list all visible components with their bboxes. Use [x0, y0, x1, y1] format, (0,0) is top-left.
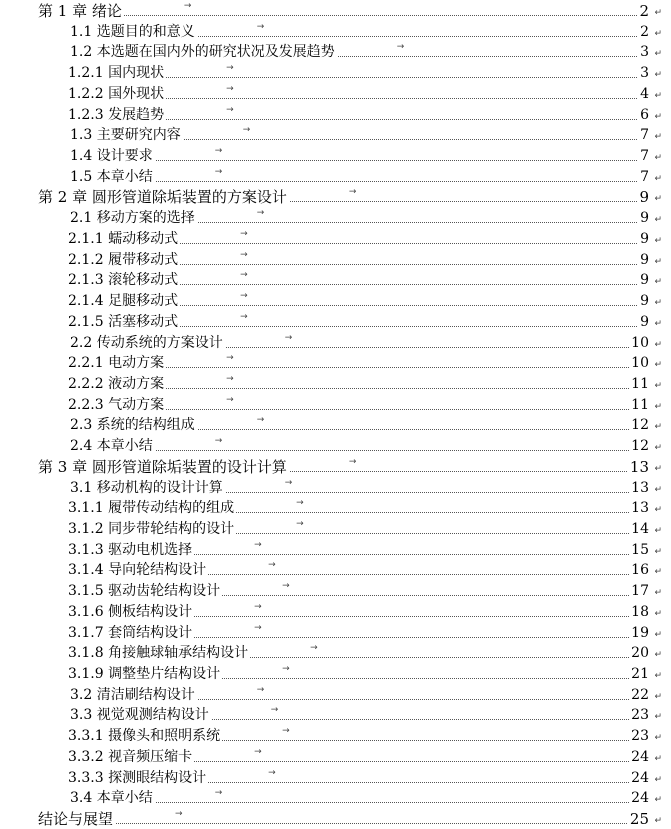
toc-entry[interactable]	[0, 788, 671, 808]
paragraph-mark-icon: ↵	[654, 111, 662, 122]
toc-entry-page: 15	[631, 541, 649, 558]
paragraph-mark-icon: ↵	[654, 650, 662, 661]
toc-entry[interactable]	[0, 519, 671, 539]
toc-entry[interactable]	[0, 747, 671, 767]
paragraph-mark-icon: ↵	[654, 691, 662, 702]
paragraph-mark-icon: ↵	[654, 733, 662, 744]
toc-entry-page: 12	[631, 417, 649, 434]
tab-mark-icon: →	[282, 726, 290, 737]
toc-entry-title: 1.2 本选题在国内外的研究状况及发展趋势	[70, 44, 335, 61]
paragraph-mark-icon: ↵	[654, 753, 662, 764]
paragraph-mark-icon: ↵	[654, 8, 662, 18]
tab-mark-icon: →	[348, 456, 357, 467]
paragraph-mark-icon: ↵	[654, 505, 662, 516]
toc-entry-page: 2	[639, 2, 649, 20]
tab-mark-icon: →	[214, 436, 223, 447]
tab-mark-icon: →	[240, 291, 248, 302]
toc-entry[interactable]	[0, 63, 671, 83]
paragraph-mark-icon: ↵	[654, 49, 662, 60]
toc-entry[interactable]	[0, 84, 671, 104]
toc-entry-page: 7	[640, 148, 649, 165]
tab-mark-icon: →	[214, 146, 223, 157]
tab-mark-icon: →	[296, 519, 304, 529]
toc-entry-title: 3.1 移动机构的设计计算	[70, 479, 223, 496]
toc-entry-page: 7	[640, 127, 649, 144]
toc-entry-title: 1.1 选题目的和意义	[70, 23, 195, 40]
toc-entry-title: 3.1.3 驱动电机选择	[68, 541, 193, 558]
paragraph-mark-icon: ↵	[654, 90, 662, 101]
tab-mark-icon: →	[226, 394, 234, 405]
toc-entry[interactable]	[0, 395, 671, 415]
paragraph-mark-icon: ↵	[654, 132, 662, 143]
toc-entry[interactable]	[0, 768, 671, 788]
tab-mark-icon: →	[240, 249, 248, 260]
toc-entry-page: 24	[631, 748, 649, 765]
toc-entry-page: 13	[631, 500, 649, 517]
toc-entry-title: 2.1.1 蠕动移动式	[68, 230, 179, 247]
tab-mark-icon: →	[226, 63, 234, 74]
tab-mark-icon: →	[282, 581, 290, 592]
toc-entry-title: 3.1.1 履带传动结构的组成	[68, 500, 235, 517]
toc-entry[interactable]	[0, 623, 671, 643]
toc-entry[interactable]	[0, 498, 671, 518]
tab-mark-icon: →	[214, 788, 223, 799]
tab-mark-icon: →	[270, 705, 279, 716]
toc-entry[interactable]	[0, 664, 671, 684]
toc-entry-title: 1.5 本章小结	[70, 168, 153, 185]
toc-entry-title: 3.1.6 侧板结构设计	[68, 603, 193, 620]
tab-mark-icon: →	[296, 498, 304, 509]
tab-mark-icon: →	[284, 477, 293, 488]
toc-entry[interactable]	[0, 22, 671, 42]
toc-entry-page: 10	[631, 355, 649, 372]
toc-entry-title: 1.2.1 国内现状	[68, 65, 165, 82]
toc-entry-title: 2.1.5 活塞移动式	[68, 313, 179, 330]
tab-mark-icon: →	[282, 664, 290, 675]
dot-leader	[70, 160, 641, 161]
paragraph-mark-icon: ↵	[654, 629, 662, 640]
toc-entry-page: 2	[640, 23, 649, 40]
toc-entry[interactable]	[0, 478, 671, 498]
tab-mark-icon: →	[175, 809, 183, 820]
toc-entry-title: 1.2.3 发展趋势	[68, 106, 165, 123]
toc-entry-page: 9	[640, 230, 649, 247]
toc-entry[interactable]	[0, 581, 671, 601]
tab-mark-icon: →	[268, 560, 276, 571]
paragraph-mark-icon: ↵	[654, 546, 662, 557]
toc-entry[interactable]	[0, 229, 671, 249]
paragraph-mark-icon: ↵	[654, 173, 662, 184]
paragraph-mark-icon: ↵	[654, 256, 662, 267]
paragraph-mark-icon: ↵	[654, 360, 662, 371]
toc-entry-title: 2.1 移动方案的选择	[70, 210, 195, 227]
toc-entry[interactable]	[0, 374, 671, 394]
paragraph-mark-icon: ↵	[654, 816, 662, 827]
toc-entry[interactable]	[0, 187, 671, 207]
toc-entry-page: 7	[640, 168, 649, 185]
paragraph-mark-icon: ↵	[654, 235, 662, 246]
toc-entry[interactable]	[0, 353, 671, 373]
toc-entry-page: 11	[631, 375, 649, 392]
toc-entry-title: 1.2.2 国外现状	[68, 85, 165, 102]
toc-entry-page: 24	[631, 769, 649, 786]
toc-entry[interactable]	[0, 809, 671, 829]
toc-entry-title: 3.2 清洁刷结构设计	[70, 686, 195, 703]
paragraph-mark-icon: ↵	[654, 774, 662, 785]
paragraph-mark-icon: ↵	[654, 567, 662, 578]
toc-entry[interactable]	[0, 167, 671, 187]
toc-entry-title: 3.1.8 角接触球轴承结构设计	[68, 645, 249, 662]
paragraph-mark-icon: ↵	[654, 526, 662, 536]
toc-entry-page: 9	[640, 313, 649, 330]
toc-entry-page: 18	[631, 603, 649, 620]
toc-entry-title: 3.3.3 探测眼结构设计	[68, 769, 207, 786]
toc-entry[interactable]	[0, 105, 671, 125]
toc-entry[interactable]	[0, 457, 671, 477]
tab-mark-icon: →	[256, 415, 265, 426]
tab-mark-icon: →	[256, 21, 265, 32]
toc-entry-page: 11	[631, 396, 649, 413]
toc-entry[interactable]	[0, 560, 671, 580]
toc-entry-page: 14	[631, 521, 649, 537]
toc-entry-page: 9	[639, 188, 649, 207]
tab-mark-icon: →	[254, 746, 262, 757]
toc-entry-title: 2.2.2 液动方案	[68, 375, 165, 392]
toc-entry-title: 2.2.1 电动方案	[68, 355, 165, 372]
paragraph-mark-icon: ↵	[654, 28, 662, 39]
toc-entry-title: 3.3.2 视音频压缩卡	[68, 748, 193, 765]
paragraph-mark-icon: ↵	[654, 671, 662, 682]
toc-entry-title: 3.1.2 同步带轮结构的设计	[68, 521, 235, 537]
paragraph-mark-icon: ↵	[654, 443, 662, 454]
toc-entry[interactable]	[0, 415, 671, 435]
paragraph-mark-icon: ↵	[654, 194, 662, 205]
toc-entry-title: 第 2 章 圆形管道除垢装置的方案设计	[38, 188, 287, 207]
toc-entry-page: 17	[631, 583, 649, 600]
paragraph-mark-icon: ↵	[654, 153, 662, 164]
toc-entry[interactable]	[0, 250, 671, 270]
paragraph-mark-icon: ↵	[654, 339, 662, 350]
toc-entry[interactable]	[0, 643, 671, 663]
toc-entry-page: 9	[640, 272, 649, 289]
toc-entry-title: 3.1.9 调整垫片结构设计	[68, 666, 221, 683]
toc-entry-page: 23	[631, 728, 649, 745]
tab-mark-icon: →	[240, 228, 248, 239]
toc-entry-page: 25	[629, 810, 649, 829]
toc-entry[interactable]	[0, 270, 671, 290]
toc-entry-page: 13	[631, 479, 649, 496]
tab-mark-icon: →	[240, 311, 248, 322]
toc-entry-title: 第 1 章 绪论	[38, 2, 122, 20]
toc-entry-title: 2.2.3 气动方案	[68, 396, 165, 413]
toc-entry[interactable]	[0, 42, 671, 62]
toc-entry-title: 2.3 系统的结构组成	[70, 417, 195, 434]
toc-entry-title: 第 3 章 圆形管道除垢装置的设计计算	[38, 457, 287, 476]
tab-mark-icon: →	[254, 539, 262, 550]
dot-leader	[70, 802, 641, 803]
paragraph-mark-icon: ↵	[654, 422, 662, 433]
paragraph-mark-icon: ↵	[654, 795, 662, 806]
toc-entry-page: 22	[631, 686, 649, 703]
toc-entry[interactable]	[0, 540, 671, 560]
paragraph-mark-icon: ↵	[654, 401, 662, 412]
dot-leader	[38, 823, 641, 824]
tab-mark-icon: →	[284, 332, 293, 343]
toc-entry-page: 13	[629, 457, 649, 476]
toc-entry-page: 16	[631, 562, 649, 579]
toc-entry-title: 2.1.4 足腿移动式	[68, 293, 179, 310]
paragraph-mark-icon: ↵	[654, 277, 662, 288]
toc-entry-title: 3.1.4 导向轮结构设计	[68, 562, 207, 579]
tab-mark-icon: →	[226, 373, 234, 384]
toc-entry-page: 24	[631, 790, 649, 807]
toc-entry[interactable]	[0, 208, 671, 228]
toc-entry-title: 2.4 本章小结	[70, 438, 153, 455]
toc-entry-page: 3	[640, 44, 649, 61]
tab-mark-icon: →	[254, 622, 262, 633]
toc-entry-page: 3	[640, 65, 649, 82]
paragraph-mark-icon: ↵	[654, 318, 662, 329]
toc-entry-page: 9	[640, 210, 649, 227]
toc-entry-page: 19	[631, 624, 649, 641]
tab-mark-icon: →	[310, 643, 318, 654]
toc-entry-page: 6	[640, 106, 649, 123]
toc-entry-page: 23	[631, 707, 649, 724]
tab-mark-icon: →	[226, 353, 234, 364]
toc-entry[interactable]	[0, 705, 671, 725]
toc-entry-page: 21	[631, 666, 649, 683]
toc-entry[interactable]	[0, 685, 671, 705]
toc-entry[interactable]	[0, 1, 671, 21]
toc-entry[interactable]	[0, 312, 671, 332]
toc-entry[interactable]	[0, 602, 671, 622]
paragraph-mark-icon: ↵	[654, 215, 662, 226]
paragraph-mark-icon: ↵	[654, 70, 662, 81]
paragraph-mark-icon: ↵	[654, 608, 662, 619]
toc-entry-title: 1.3 主要研究内容	[70, 127, 181, 144]
tab-mark-icon: →	[254, 601, 262, 612]
toc-entry[interactable]	[0, 436, 671, 456]
toc-entry[interactable]	[0, 726, 671, 746]
dot-leader	[70, 450, 641, 451]
toc-entry[interactable]	[0, 333, 671, 353]
tab-mark-icon: →	[226, 104, 234, 115]
tab-mark-icon: →	[256, 208, 265, 219]
toc-entry-title: 3.1.7 套筒结构设计	[68, 624, 193, 641]
toc-entry-title: 2.1.3 滚轮移动式	[68, 272, 179, 289]
tab-mark-icon: →	[214, 166, 223, 177]
dot-leader	[70, 181, 641, 182]
tab-mark-icon: →	[396, 42, 405, 53]
toc-entry-page: 12	[631, 438, 649, 455]
toc-entry-title: 3.3.1 摄像头和照明系统	[68, 728, 221, 745]
toc-entry-page: 9	[640, 251, 649, 268]
toc-entry-page: 4	[640, 85, 649, 102]
paragraph-mark-icon: ↵	[654, 712, 662, 723]
dot-leader	[38, 15, 641, 16]
tab-mark-icon: →	[348, 187, 357, 198]
paragraph-mark-icon: ↵	[654, 463, 662, 474]
toc-entry-title: 2.2 传动系统的方案设计	[70, 334, 223, 351]
tab-mark-icon: →	[268, 767, 276, 778]
toc-entry-page: 20	[631, 645, 649, 662]
toc-entry-title: 1.4 设计要求	[70, 148, 153, 165]
toc-entry-title: 2.1.2 履带移动式	[68, 251, 179, 268]
toc-entry-page: 10	[631, 334, 649, 351]
toc-entry-title: 3.1.5 驱动齿轮结构设计	[68, 583, 221, 600]
tab-mark-icon: →	[226, 83, 234, 94]
tab-mark-icon: →	[183, 1, 192, 11]
toc-entry[interactable]	[0, 146, 671, 166]
toc-entry-title: 结论与展望	[38, 810, 114, 829]
paragraph-mark-icon: ↵	[654, 484, 662, 495]
paragraph-mark-icon: ↵	[654, 380, 662, 391]
tab-mark-icon: →	[240, 270, 248, 281]
paragraph-mark-icon: ↵	[654, 588, 662, 599]
toc-entry[interactable]	[0, 125, 671, 145]
toc-entry-page: 9	[640, 293, 649, 310]
toc-entry-title: 3.3 视觉观测结构设计	[70, 707, 209, 724]
toc-entry[interactable]	[0, 291, 671, 311]
paragraph-mark-icon: ↵	[654, 298, 662, 309]
tab-mark-icon: →	[256, 684, 265, 695]
tab-mark-icon: →	[242, 125, 251, 136]
toc-entry-title: 3.4 本章小结	[70, 790, 153, 807]
